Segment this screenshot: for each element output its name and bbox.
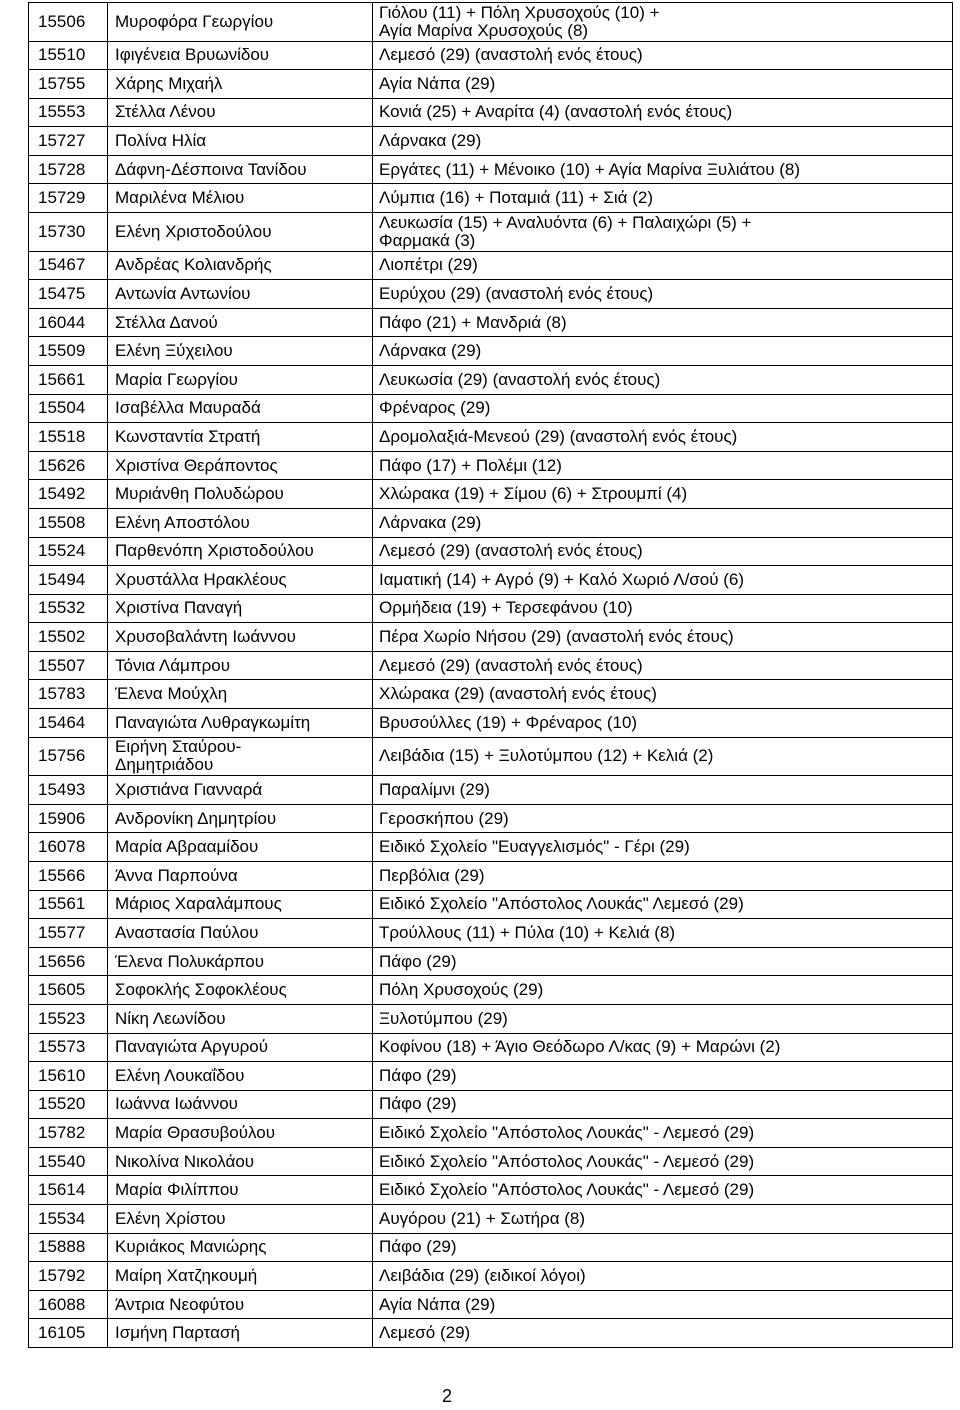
- teacher-code: 15614: [29, 1176, 108, 1204]
- placement: Βρυσούλλες (19) + Φρέναρος (10): [373, 709, 953, 737]
- table-row: [29, 395, 953, 424]
- teacher-code: 15573: [29, 1034, 108, 1062]
- teacher-code: 15577: [29, 919, 108, 947]
- teacher-code: 15792: [29, 1262, 108, 1290]
- teacher-code: 16088: [29, 1291, 108, 1319]
- placement: [373, 3, 953, 41]
- table-row: [29, 623, 953, 652]
- table-row: [29, 862, 953, 891]
- placement: Τρούλλους (11) + Πύλα (10) + Κελιά (8): [373, 919, 953, 947]
- teacher-name: Στέλλα Λένου: [108, 99, 373, 127]
- table-row: [29, 280, 953, 309]
- teacher-name: Ανδρέας Κολιανδρής: [108, 252, 373, 280]
- teacher-name: Άννα Παρπούνα: [108, 862, 373, 890]
- table-row: [29, 1234, 953, 1263]
- teacher-name: Μυριάνθη Πολυδώρου: [108, 480, 373, 508]
- appointments-table: [28, 2, 953, 1348]
- table-row: [29, 70, 953, 99]
- teacher-name-line: Ειρήνη Σταύρου-: [115, 737, 242, 757]
- teacher-name: Έλενα Πολυκάρπου: [108, 948, 373, 976]
- table-row: [29, 1034, 953, 1063]
- teacher-name: Ελένη Αποστόλου: [108, 509, 373, 537]
- teacher-code: 16105: [29, 1319, 108, 1347]
- table-row: [29, 309, 953, 338]
- placement: Λάρνακα (29): [373, 509, 953, 537]
- table-row: [29, 1091, 953, 1120]
- placement: Χλώρακα (29) (αναστολή ενός έτους): [373, 680, 953, 708]
- table-row: [29, 184, 953, 213]
- table-row: [29, 1291, 953, 1320]
- teacher-code: 15888: [29, 1234, 108, 1262]
- placement: Λειβάδια (15) + Ξυλοτύμπου (12) + Κελιά (2): [373, 738, 953, 776]
- placement: Αγία Νάπα (29): [373, 70, 953, 98]
- placement: Λιοπέτρι (29): [373, 252, 953, 280]
- teacher-name: Άντρια Νεοφύτου: [108, 1291, 373, 1319]
- table-row: [29, 156, 953, 185]
- placement: Κοφίνου (18) + Άγιο Θεόδωρο Λ/κας (9) + Μαρώνι (2): [373, 1034, 953, 1062]
- teacher-name: Έλενα Μούχλη: [108, 680, 373, 708]
- teacher-code: 15492: [29, 480, 108, 508]
- teacher-code: 15534: [29, 1205, 108, 1233]
- teacher-code: 15906: [29, 805, 108, 833]
- teacher-name: Τόνια Λάμπρου: [108, 652, 373, 680]
- table-row: [29, 538, 953, 567]
- teacher-code: 15506: [29, 3, 108, 41]
- teacher-code: 15510: [29, 42, 108, 70]
- teacher-name: Μαρία Θρασυβούλου: [108, 1119, 373, 1147]
- teacher-code: 15756: [29, 738, 108, 776]
- teacher-code: 15566: [29, 862, 108, 890]
- teacher-name: Κυριάκος Μανιώρης: [108, 1234, 373, 1262]
- placement-line: Λευκωσία (15) + Αναλυόντα (6) + Παλαιχώρι (5) +: [379, 213, 752, 232]
- teacher-name: Ελένη Χριστοδούλου: [108, 213, 373, 251]
- placement: Φρέναρος (29): [373, 395, 953, 423]
- teacher-code: 15783: [29, 680, 108, 708]
- teacher-code: 15626: [29, 452, 108, 480]
- teacher-code: 15475: [29, 280, 108, 308]
- teacher-name: Δάφνη-Δέσποινα Τανίδου: [108, 156, 373, 184]
- table-row: [29, 976, 953, 1005]
- teacher-code: 15532: [29, 595, 108, 623]
- placement: Πέρα Χωρίο Νήσου (29) (αναστολή ενός έτους): [373, 623, 953, 651]
- placement: Παραλίμνι (29): [373, 776, 953, 804]
- teacher-code: 15508: [29, 509, 108, 537]
- teacher-code: 15661: [29, 366, 108, 394]
- teacher-code: 15504: [29, 395, 108, 423]
- teacher-code: 16078: [29, 833, 108, 861]
- table-row: [29, 3, 953, 42]
- placement: Πάφο (29): [373, 1234, 953, 1262]
- table-row: [29, 252, 953, 281]
- placement: Χλώρακα (19) + Σίμου (6) + Στρουμπί (4): [373, 480, 953, 508]
- teacher-code: 15467: [29, 252, 108, 280]
- placement: Πάφο (29): [373, 948, 953, 976]
- teacher-name: [108, 738, 373, 776]
- teacher-name: Παναγιώτα Αργυρού: [108, 1034, 373, 1062]
- teacher-name: Στέλλα Δανού: [108, 309, 373, 337]
- placement: Ειδικό Σχολείο "Απόστολος Λουκάς" Λεμεσό (29): [373, 891, 953, 919]
- placement: Αγία Νάπα (29): [373, 1291, 953, 1319]
- teacher-name: Πολίνα Ηλία: [108, 127, 373, 155]
- table-row: [29, 738, 953, 777]
- teacher-name: Νίκη Λεωνίδου: [108, 1005, 373, 1033]
- teacher-name: Παναγιώτα Λυθραγκωμίτη: [108, 709, 373, 737]
- table-row: [29, 1119, 953, 1148]
- table-row: [29, 42, 953, 71]
- table-row: [29, 452, 953, 481]
- teacher-code: 15493: [29, 776, 108, 804]
- teacher-name: Ελένη Λουκαΐδου: [108, 1062, 373, 1090]
- page-number: 2: [441, 1386, 452, 1406]
- placement: Πάφο (29): [373, 1091, 953, 1119]
- table-row: [29, 919, 953, 948]
- table-row: [29, 1176, 953, 1205]
- placement: Λύμπια (16) + Ποταμιά (11) + Σιά (2): [373, 184, 953, 212]
- table-row: [29, 1148, 953, 1177]
- table-row: [29, 833, 953, 862]
- teacher-name: Μάριος Χαραλάμπους: [108, 891, 373, 919]
- placement: Κονιά (25) + Αναρίτα (4) (αναστολή ενός έτους): [373, 99, 953, 127]
- teacher-code: 15782: [29, 1119, 108, 1147]
- teacher-name: Μαριλένα Μέλιου: [108, 184, 373, 212]
- placement: Ειδικό Σχολείο "Ευαγγελισμός" - Γέρι (29): [373, 833, 953, 861]
- teacher-name: Αντωνία Αντωνίου: [108, 280, 373, 308]
- teacher-code: 15730: [29, 213, 108, 251]
- table-row: [29, 1319, 953, 1348]
- table-row: [29, 1005, 953, 1034]
- table-row: [29, 776, 953, 805]
- teacher-code: 15494: [29, 566, 108, 594]
- teacher-code: 15729: [29, 184, 108, 212]
- teacher-code: 15464: [29, 709, 108, 737]
- placement: Ειδικό Σχολείο "Απόστολος Λουκάς" - Λεμεσό (29): [373, 1148, 953, 1176]
- teacher-code: 15518: [29, 423, 108, 451]
- table-row: [29, 1262, 953, 1291]
- table-row: [29, 1205, 953, 1234]
- placement: Πόλη Χρυσοχούς (29): [373, 976, 953, 1004]
- placement-line: Γιόλου (11) + Πόλη Χρυσοχούς (10) +: [379, 3, 660, 22]
- table-row: [29, 366, 953, 395]
- placement-line: Φαρμακά (3): [379, 230, 476, 250]
- placement-line: Αγία Μαρίνα Χρυσοχούς (8): [379, 20, 589, 40]
- table-row: [29, 480, 953, 509]
- table-row: [29, 127, 953, 156]
- table-row: [29, 566, 953, 595]
- teacher-name: Χριστίνα Θεράποντος: [108, 452, 373, 480]
- placement: Λάρνακα (29): [373, 337, 953, 365]
- teacher-name-line: Δημητριάδου: [115, 755, 214, 775]
- teacher-name: Ιωάννα Ιωάννου: [108, 1091, 373, 1119]
- teacher-code: 15520: [29, 1091, 108, 1119]
- teacher-name: Κωνσταντία Στρατή: [108, 423, 373, 451]
- teacher-name: Χριστιάνα Γιανναρά: [108, 776, 373, 804]
- teacher-name: Χρυστάλλα Ηρακλέους: [108, 566, 373, 594]
- teacher-code: 15523: [29, 1005, 108, 1033]
- teacher-code: 15610: [29, 1062, 108, 1090]
- teacher-name: Ανδρονίκη Δημητρίου: [108, 805, 373, 833]
- teacher-name: Χάρης Μιχαήλ: [108, 70, 373, 98]
- teacher-code: 15524: [29, 538, 108, 566]
- placement: Λεμεσό (29) (αναστολή ενός έτους): [373, 538, 953, 566]
- placement: Αυγόρου (21) + Σωτήρα (8): [373, 1205, 953, 1233]
- table-row: [29, 948, 953, 977]
- table-row: [29, 1062, 953, 1091]
- teacher-code: 16044: [29, 309, 108, 337]
- placement: Ξυλοτύμπου (29): [373, 1005, 953, 1033]
- table-row: [29, 423, 953, 452]
- teacher-code: 15561: [29, 891, 108, 919]
- table-row: [29, 99, 953, 128]
- teacher-code: 15727: [29, 127, 108, 155]
- teacher-name: Αναστασία Παύλου: [108, 919, 373, 947]
- table-row: [29, 680, 953, 709]
- placement: Λεμεσό (29) (αναστολή ενός έτους): [373, 652, 953, 680]
- placement: Ευρύχου (29) (αναστολή ενός έτους): [373, 280, 953, 308]
- teacher-code: 15605: [29, 976, 108, 1004]
- placement: [373, 213, 953, 251]
- table-row: [29, 709, 953, 738]
- teacher-name: Σοφοκλής Σοφοκλέους: [108, 976, 373, 1004]
- teacher-code: 15728: [29, 156, 108, 184]
- teacher-name: Μαρία Φιλίππου: [108, 1176, 373, 1204]
- placement: Περβόλια (29): [373, 862, 953, 890]
- teacher-name: Μαίρη Χατζηκουμή: [108, 1262, 373, 1290]
- placement: Ειδικό Σχολείο "Απόστολος Λουκάς" - Λεμεσό (29): [373, 1119, 953, 1147]
- teacher-code: 15755: [29, 70, 108, 98]
- placement: Ορμήδεια (19) + Τερσεφάνου (10): [373, 595, 953, 623]
- teacher-code: 15553: [29, 99, 108, 127]
- teacher-name: Ελένη Ξύχειλου: [108, 337, 373, 365]
- teacher-code: 15507: [29, 652, 108, 680]
- table-row: [29, 652, 953, 681]
- teacher-code: 15540: [29, 1148, 108, 1176]
- placement: Ειδικό Σχολείο "Απόστολος Λουκάς" - Λεμεσό (29): [373, 1176, 953, 1204]
- teacher-name: Χριστίνα Παναγή: [108, 595, 373, 623]
- placement: Πάφο (29): [373, 1062, 953, 1090]
- teacher-name: Ισαβέλλα Μαυραδά: [108, 395, 373, 423]
- table-row: [29, 891, 953, 920]
- teacher-name: Μαρία Γεωργίου: [108, 366, 373, 394]
- placement: Λειβάδια (29) (ειδικοί λόγοι): [373, 1262, 953, 1290]
- teacher-name: Χρυσοβαλάντη Ιωάννου: [108, 623, 373, 651]
- placement: Ιαματική (14) + Αγρό (9) + Καλό Χωριό Λ/σού (6): [373, 566, 953, 594]
- teacher-name: Ισμήνη Παρτασή: [108, 1319, 373, 1347]
- teacher-code: 15502: [29, 623, 108, 651]
- table-row: [29, 337, 953, 366]
- teacher-name: Μυροφόρα Γεωργίου: [108, 3, 373, 41]
- teacher-name: Νικολίνα Νικολάου: [108, 1148, 373, 1176]
- placement: Λεμεσό (29) (αναστολή ενός έτους): [373, 42, 953, 70]
- table-row: [29, 805, 953, 834]
- placement: Λεμεσό (29): [373, 1319, 953, 1347]
- table-row: [29, 509, 953, 538]
- placement: Πάφο (17) + Πολέμι (12): [373, 452, 953, 480]
- placement: Γεροσκήπου (29): [373, 805, 953, 833]
- table-row: [29, 595, 953, 624]
- teacher-code: 15509: [29, 337, 108, 365]
- placement: Εργάτες (11) + Μένοικο (10) + Αγία Μαρίνα Ξυλιάτου (8): [373, 156, 953, 184]
- placement: Δρομολαξιά-Μενεού (29) (αναστολή ενός έτους): [373, 423, 953, 451]
- placement: Πάφο (21) + Μανδριά (8): [373, 309, 953, 337]
- table-row: [29, 213, 953, 252]
- teacher-name: Μαρία Αβρααμίδου: [108, 833, 373, 861]
- placement: Λάρνακα (29): [373, 127, 953, 155]
- teacher-name: Παρθενόπη Χριστοδούλου: [108, 538, 373, 566]
- placement: Λευκωσία (29) (αναστολή ενός έτους): [373, 366, 953, 394]
- teacher-name: Ιφιγένεια Βρυωνίδου: [108, 42, 373, 70]
- teacher-code: 15656: [29, 948, 108, 976]
- teacher-name: Ελένη Χρίστου: [108, 1205, 373, 1233]
